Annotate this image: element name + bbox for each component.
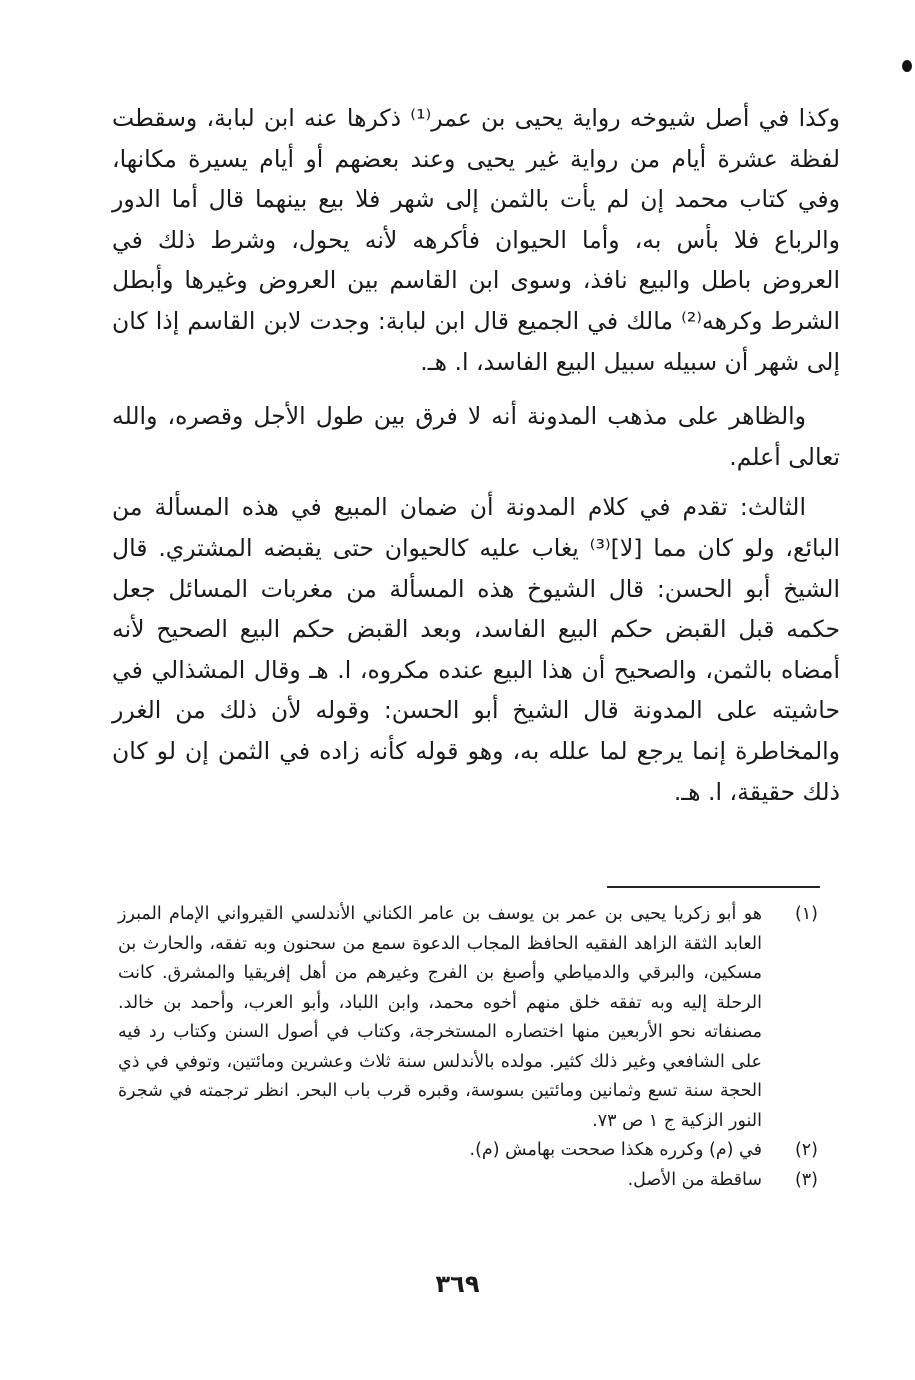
page-number: ٣٦٩ (435, 1270, 480, 1298)
footnote-text: هو أبو زكريا يحيى بن عمر بن يوسف بن عامر الكناني الأندلسي القيرواني الإمام المبرز العابد الثقة الزاهد الفقيه الحافظ المجاب الدعوة سمع من سحنون وبه تفقه، والحارث بن مسكين، والبرقي والدمياطي وأصبغ بن الفرج وغيرهم من أهل إفريقيا والمشرق. كانت الرحلة إليه وبه تفقه خلق منهم أخوه محمد، وابن اللباد، وأبو العرب، وأحمد بن خالد. مصنفاته نحو الأربعين منها اختصاره المستخرجة، وكتاب في أصول السنن وكتاب رد فيه على الشافعي وغير ذلك كثير. مولده بالأندلس سنة ثلاث وعشرين ومائتين، وتوفي في ذي الحجة سنة تسع وثمانين ومائتين بسوسة، وقبره قرب باب البحر. انظر ترجمته في شجرة النور الزكية ج ١ ص ٧٣. (118, 904, 762, 1131)
main-text (112, 98, 840, 812)
footnote-number: (٣) (794, 1169, 818, 1190)
margin-mark (902, 60, 912, 72)
paragraph-1: وكذا في أصل شيوخه رواية يحيى بن عمر⁽¹⁾ ذكرها عنه ابن لبابة، وسقطت لفظة عشرة أيام من رواية غير يحيى وعند بعضهم أو أيام يسيرة مكانها، وفي كتاب محمد إن لم يأت بالثمن إلى شهر فلا بيع بينهما قال أما الدور والرباع فلا بأس به، وأما الحيوان فأكرهه لأنه يحول، وشرط ذلك في العروض باطل والبيع نافذ، وسوى ابن القاسم بين العروض وغيرها وأبطل الشرط وكرهه⁽²⁾ مالك في الجميع قال ابن لبابة: وجدت لابن القاسم إذا كان إلى شهر أن سبيله سبيل البيع الفاسد، ا. هـ. (112, 104, 840, 376)
footnote-2 (118, 1136, 818, 1166)
footnote-text: في (م) وكرره هكذا صححت بهامش (م). (469, 1140, 762, 1160)
footnote-separator (607, 886, 820, 888)
footnote-3 (118, 1166, 818, 1196)
footnote-text: ساقطة من الأصل. (627, 1169, 762, 1190)
paragraph-3-text: الثالث: تقدم في كلام المدونة أن ضمان المبيع في هذه المسألة من البائع، ولو كان مما [لا]⁽³⁾ يغاب عليه كالحيوان حتى يقبضه المشتري. قال الشيخ أبو الحسن: قال الشيوخ هذه المسألة من مغربات المسائل جعل حكمه قبل القبض حكم البيع الفاسد، وبعد القبض حكم البيع الصحيح لأنه أمضاه بالثمن، والصحيح أن هذا البيع عنده مكروه، ا. هـ وقال المشذالي في حاشيته على المدونة قال الشيخ أبو الحسن: وقوله لأن ذلك من الغرر والمخاطرة إنما يرجع لما علله به، وهو قوله كأنه زاده في الثمن إن لو كان ذلك حقيقة، ا. هـ. (112, 493, 840, 806)
footnote-number: (١) (794, 904, 818, 924)
footnote-number: (٢) (794, 1140, 818, 1160)
footnote-1 (118, 900, 818, 1136)
paragraph-3 (112, 487, 840, 812)
paragraph-2 (112, 396, 840, 477)
footnotes (118, 900, 818, 1195)
paragraph-2-text: والظاهر على مذهب المدونة أنه لا فرق بين طول الأجل وقصره، والله تعالى أعلم. (112, 402, 840, 471)
